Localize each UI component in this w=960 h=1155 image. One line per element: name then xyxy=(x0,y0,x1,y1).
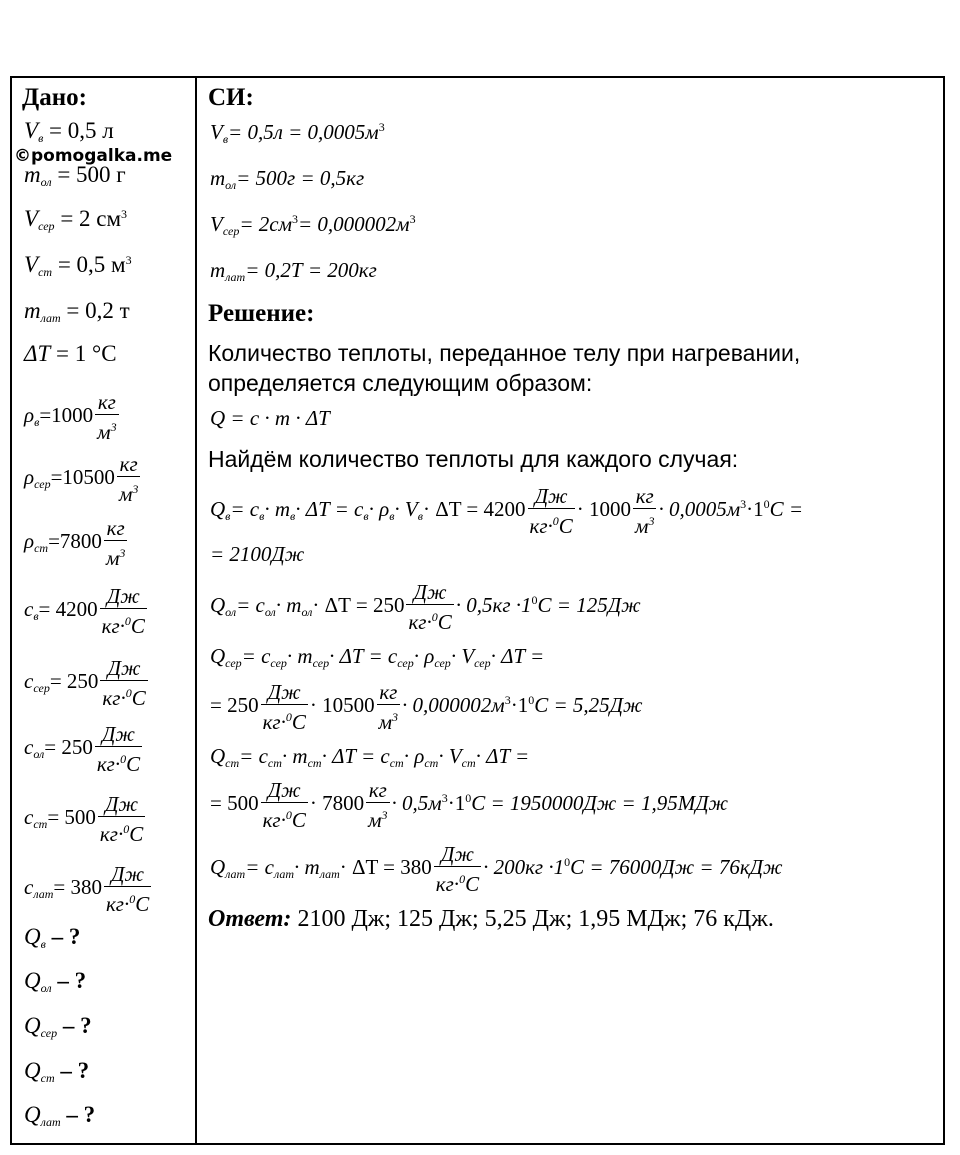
solution-text-3: Найдём количество теплоты для каждого случая: xyxy=(208,446,739,472)
answer-line xyxy=(208,906,774,933)
watermark: ©pomogalka.me xyxy=(14,146,173,166)
calc-q-oil: $Q_{ол}= c_{ол}\cdot m_{ол}\cdot \Delta T = 250$ $\frac{Дж}{кг\cdot^0C}$ · $0,5кг \cdot 1^0C = 125Дж$ xyxy=(210,580,641,634)
calc-q-silver-line1: $Q_{сер}= c_{сер}\cdot m_{сер}\cdot \Delta T = c_{сер}\cdot \rho_{сер}\cdot V_{сер}\cdot \Delta T$ = xyxy=(210,644,545,670)
unknown-q-steel: $Q_{ст}$ – ? xyxy=(24,1058,90,1085)
given-rho-steel: $\rho_{ст}=7800$ $\frac{кг}{м^3}$ xyxy=(24,516,126,570)
si-m-brass: $m_{лат}= 0,2Т = 200кг$ xyxy=(210,258,377,284)
solution-title: Решение: xyxy=(208,300,315,327)
calc-q-silver-line2: = 250 $\frac{Дж}{кг\cdot^0C}$ · 10500 $\frac{кг}{м^3}$ · $0,000002м^3\cdot 1^0C = 5,25Дж$ xyxy=(210,680,643,734)
si-v-silver: $V_{сер}= 2см^3= 0,000002м^3$ xyxy=(210,212,416,238)
unknown-q-brass: $Q_{лат}$ – ? xyxy=(24,1102,96,1129)
solution-text-1: Количество теплоты, переданное телу при нагревании, xyxy=(208,340,801,366)
calc-q-steel-line1: $Q_{ст}= c_{ст}\cdot m_{ст}\cdot \Delta T = c_{ст}\cdot \rho_{ст}\cdot V_{ст}\cdot \Delta T$ = xyxy=(210,744,530,770)
given-m-oil: $m_{ол} = 500$ г xyxy=(24,162,126,189)
given-v-water: $V_в = 0,5$ л xyxy=(24,118,114,145)
unknown-q-silver: $Q_{сер}$ – ? xyxy=(24,1013,92,1040)
si-title: СИ: xyxy=(208,84,254,111)
si-m-oil: $m_{ол}= 500г = 0,5кг$ xyxy=(210,166,365,192)
given-c-steel: $c_{ст}= 500$ $\frac{Дж}{кг\cdot^0C}$ xyxy=(24,792,144,846)
calc-q-water-result: = 2100Дж xyxy=(210,542,305,566)
given-title: Дано: xyxy=(22,84,87,111)
calc-q-water: $Q_в= c_в\cdot m_в\cdot \Delta T = c_в\cdot \rho_в\cdot V_в\cdot \Delta T = 4200$ $\frac{Дж}{кг\cdot^0C}$ · 1000 $\frac{кг}{м^3}$ · $0,0005м^3\cdot 1^0C$ = xyxy=(210,484,804,538)
si-v-water: $V_в= 0,5л = 0,0005м^3$ xyxy=(210,120,385,146)
given-m-brass: $m_{лат} = 0,2$ т xyxy=(24,298,130,325)
given-rho-water: $\rho_в=1000$ $\frac{кг}{м^3}$ xyxy=(24,390,117,444)
given-c-water: $c_в= 4200$ $\frac{Дж}{кг\cdot^0C}$ xyxy=(24,584,145,638)
given-c-oil: $c_{ол}= 250$ $\frac{Дж}{кг\cdot^0C}$ xyxy=(24,722,141,776)
given-v-steel: $V_{ст} = 0,5$ $м^3$ xyxy=(24,252,132,279)
given-c-brass: $c_{лат}= 380$ $\frac{Дж}{кг\cdot^0C}$ xyxy=(24,862,150,916)
calc-q-steel-line2: = 500 $\frac{Дж}{кг\cdot^0C}$ · 7800 $\frac{кг}{м^3}$ · $0,5м^3\cdot 1^0C = 1950000Дж = 1,95МДж$ xyxy=(210,778,729,832)
solution-text-2: определяется следующим образом: xyxy=(208,370,593,396)
unknown-q-water: $Q_в$ – ? xyxy=(24,924,81,951)
column-divider xyxy=(195,76,197,1145)
answer-label: Ответ: xyxy=(208,906,292,932)
calc-q-brass: $Q_{лат}= c_{лат}\cdot m_{лат}\cdot \Delta T = 380$ $\frac{Дж}{кг\cdot^0C}$ · $200кг \cdot 1^0C = 76000Дж = 76кДж$ xyxy=(210,842,783,896)
given-delta-t: ΔT = 1 °C xyxy=(24,341,117,366)
answer-text: 2100 Дж; 125 Дж; 5,25 Дж; 1,95 МДж; 76 кДж. xyxy=(291,906,774,932)
given-v-silver: $V_{сер} = 2$ $см^3$ xyxy=(24,206,128,233)
heat-formula: Q = c · m · ΔT xyxy=(210,406,330,430)
unknown-q-oil: $Q_{ол}$ – ? xyxy=(24,968,87,995)
given-rho-silver: $\rho_{сер}=10500$ $\frac{кг}{м^3}$ xyxy=(24,452,139,506)
given-c-silver: $c_{сер}= 250$ $\frac{Дж}{кг\cdot^0C}$ xyxy=(24,656,146,710)
